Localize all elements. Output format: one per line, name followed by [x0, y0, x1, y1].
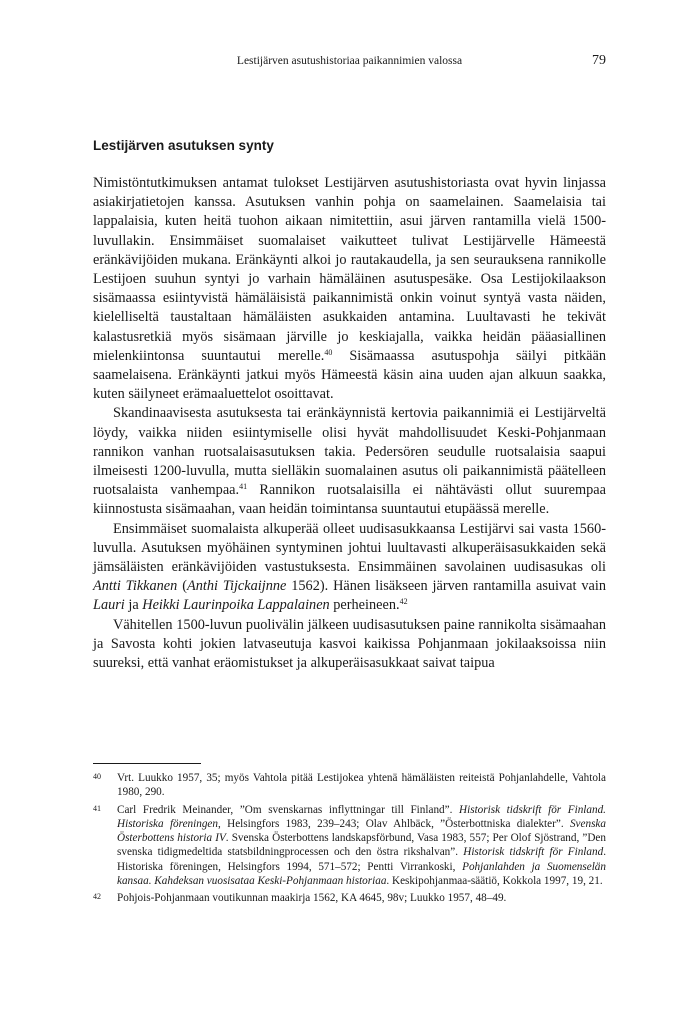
text-run: Vähitellen 1500-luvun puolivälin jälkeen uudisasutuksen paine rannikolta sisämaahan ja Savosta kohti jokien latvaseutuja kasvoi kaikissa Pohjanmaan jokilaaksoissa niin suureksi, että vanhat eräomistukset ja alkuperäisasukkaat saivat taipua [93, 616, 606, 672]
footnote-42 [93, 891, 606, 905]
footnote-text: Pohjois-Pohjanmaan voutikunnan maakirja 1562, KA 4645, 98v; Luukko 1957, 48–49. [117, 892, 507, 905]
footnote-text: Vrt. Luukko 1957, 35; myös Vahtola pitää Lestijokea yhtenä hämäläisten reiteistä Pohjanlahdelle, Vahtola 1980, 290. [117, 772, 606, 799]
text-run: Nimistöntutkimuksen antamat tulokset Lestijärven asutushistoriasta ovat hyvin linjassa asiakirjatietojen kanssa. Asutuksen vanhin pohja on saamelainen. Saamelaisia tai lappalaisia, kuten heitä tuohon aikaan nimitettiin, asui järven rantamilla vielä 1500-luvullakin. Ensimmäiset suomalaiset vaikutteet tulivat Lestijärvelle Hämeestä eränkävijöiden mukana. Eränkäynti alkoi jo rautakaudella, ja sen seurauksena rannikolle Lestijoen suuhun syntyi jo varhain hämäläinen asutuspesäke. Osa Lestijokilaakson sisämaassa esiintyvistä hämäläisistä paikannimistä onkin voinut syntyä vasta näiden, kielelliseltä taustaltaan hämäläisten asukkaiden antamina. Luultavasti he tekivät kalastusretkiä myös sisämaan järville jo keskiajalla, vaikka heidän pääasiallinen mielenkiintonsa suuntautui merelle. [93, 175, 606, 364]
text-run: , Helsingfors 1983, 239–243; Olav Ahlbäck, ”Österbottniska dialekter”. [218, 817, 570, 830]
text-run: Carl Fredrik Meinander, ”Om svenskarnas inflyttningar till Finland”. [117, 803, 460, 816]
text-run: Rannikon ruotsalaisilla ei nähtävästi ollut suurempaa kiinnostusta sisämaahan, vaan heidän toimintansa suuntautui etupäässä merelle. [93, 482, 606, 518]
work-title: Historisk tidskrift för Finland. Historiska föreningen [117, 803, 606, 830]
page-number: 79 [592, 53, 606, 68]
text-run: 1562). Hänen lisäkseen järven rantamilla asuivat vain [286, 578, 606, 595]
work-title: Pohjanlahden ja Suomenselän kansaa. Kahdeksan vuosisataa Keski-Pohjanmaan historiaa [117, 860, 606, 888]
section-heading: Lestijärven asutuksen synty [93, 138, 274, 153]
person-name: Lauri [93, 597, 125, 614]
text-run: Ensimmäiset suomalaista alkuperää olleet uudisasukkaansa Lestijärvi sai vasta 1560-luvulla. Asutuksen myöhäinen syntyminen johtui luultavasti alkuperäisasukkaiden sekä jämsäläisten eränkävijöiden vastustuksesta. Ensimmäinen savolainen uudisasukas oli [93, 520, 606, 576]
text-run: ja [124, 597, 143, 614]
running-title: Lestijärven asutushistoriaa paikannimien valossa [236, 55, 463, 67]
footnote-divider [93, 763, 201, 764]
work-title: Historisk tidskrift för Finland [463, 846, 604, 859]
paragraph-2 [93, 404, 606, 519]
footnote-ref-42[interactable]: 42 [399, 597, 408, 607]
text-run: ( [177, 578, 187, 595]
footnote-text [117, 803, 606, 889]
text-run: . Svenska Österbottens landskapsförbund, Vasa 1983, 557; Per Olof Sjöstrand, ”Den svenska tidigmedeltida statsbildningprocessen och den östra rikshalvan”. [117, 832, 606, 859]
person-name: Anthi Tijckaijnne [186, 578, 287, 595]
work-title: Svenska Österbottens historia IV [117, 817, 606, 845]
person-name: Heikki Laurinpoika Lappalainen [142, 597, 330, 614]
footnotes [93, 771, 606, 909]
footnote-number: 41 [93, 803, 101, 813]
text-run: perheineen. [329, 597, 400, 614]
footnote-ref-40[interactable]: 40 [324, 347, 333, 357]
footnote-number: 40 [93, 772, 101, 781]
paragraph-3 [93, 520, 606, 616]
paragraph-4 [93, 616, 606, 674]
footnote-ref-41[interactable]: 41 [239, 482, 248, 492]
person-name: Antti Tikkanen [93, 578, 178, 595]
body-text [93, 174, 606, 673]
text-run: Skandinaavisesta asutuksesta tai eränkäynnistä kertovia paikannimiä ei Lestijärveltä löydy, vaikka niiden esiintymiselle olisi hyvät mahdollisuudet Keski-Pohjanmaan rannikon vanhan ruotsalaisasutuksen takia. Pedersören seudulle ruotsalaisia saapui ilmeisesti 1200-luvulla, mutta sielläkin suomalainen asutus oli paikannimistä päätelleen ruotsalaista vanhempaa. [93, 405, 606, 499]
text-run: . Historiska föreningen, Helsingfors 1994, 571–572; Pentti Virrankoski, [117, 846, 606, 873]
footnote-41 [93, 803, 606, 889]
footnote-number: 42 [93, 892, 101, 902]
text-run: . Keskipohjanmaa-säätiö, Kokkola 1997, 19, 21. [386, 875, 603, 888]
text-run: Sisämaassa asutuspohja säilyi pitkään saamelaisena. Eränkäynti jatkui myös Hämeestä käsin aina uuden ajan alkuun saakka, kuten säilyneet erämaaluettelot osoittavat. [93, 347, 606, 403]
paragraph-1 [93, 174, 606, 404]
footnote-40 [93, 771, 606, 800]
